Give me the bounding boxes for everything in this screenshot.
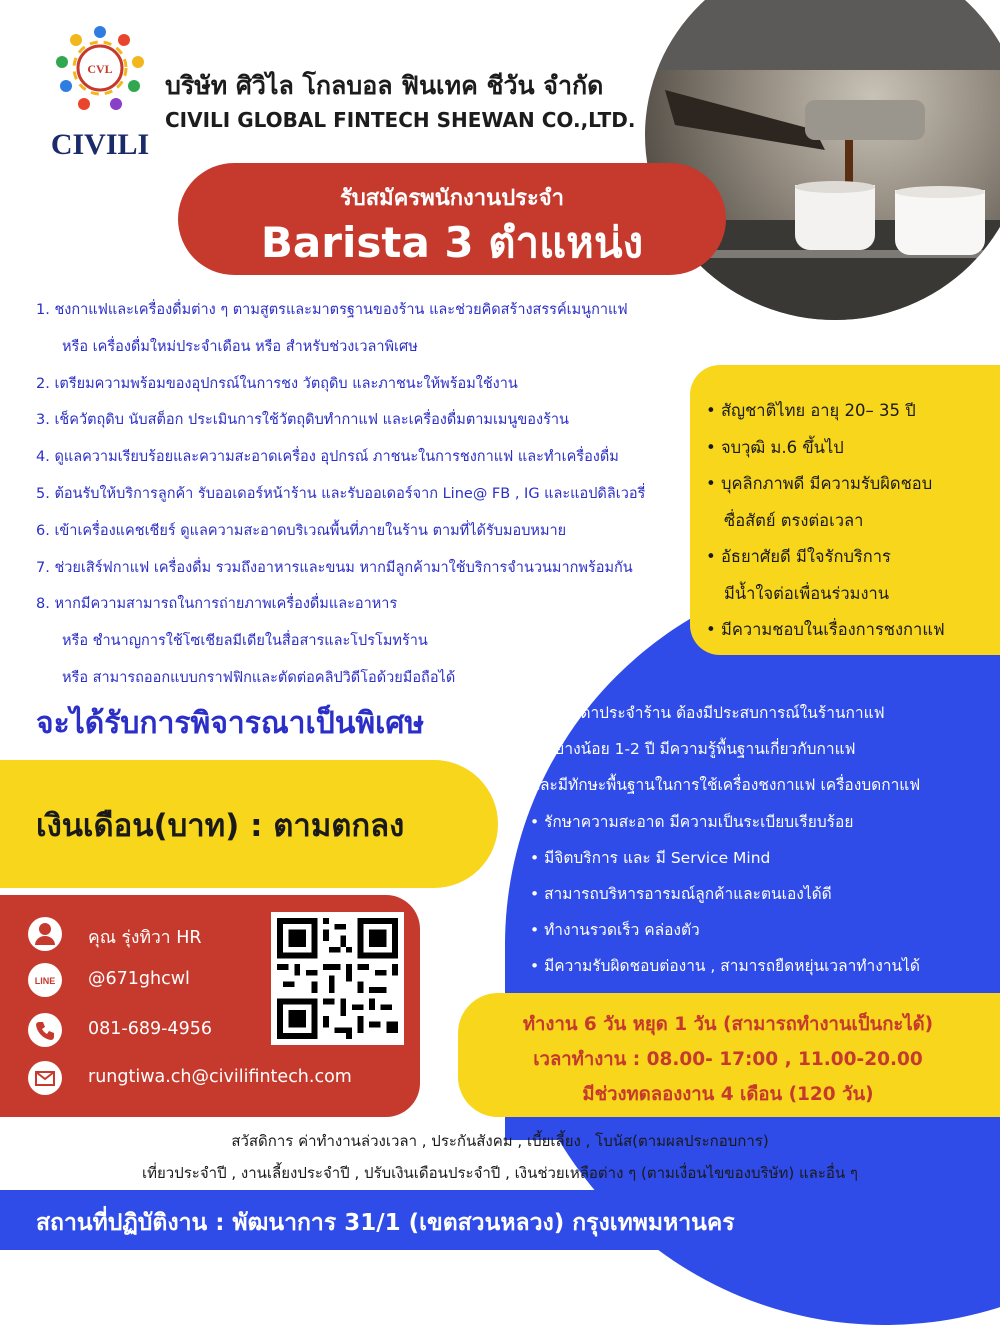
contact-email[interactable]: rungtiwa.ch@civilifintech.com — [88, 1067, 352, 1087]
qualifications-list — [706, 393, 996, 649]
requirement-item: • สามารถบริหารอารมณ์ลูกค้าและตนเองได้ดี — [530, 885, 832, 904]
salary-text: เงินเดือน(บาท) : ตามตกลง — [36, 808, 405, 844]
duty-item: 3. เช็ควัตถุดิบ นับสต็อก ประเมินการใช้วัตถุดิบทำกาแฟ และเครื่องดื่มตามเมนูของร้าน — [36, 412, 569, 429]
duty-item: 4. ดูแลความเรียบร้อยและความสะอาดเครื่อง อุปกรณ์ ภาชนะในการชงกาแฟ และทำเครื่องดื่ม — [36, 449, 619, 466]
banner-title: Barista 3 ตำแหน่ง — [260, 218, 644, 267]
duty-item: 7. ช่วยเสิร์ฟกาแฟ เครื่องดื่ม รวมถึงอาหารและขนม หากมีลูกค้ามาใช้บริการจำนวนมากพร้อมกัน — [36, 559, 633, 576]
requirement-item: • มีจิตบริการ และ มี Service Mind — [530, 848, 771, 867]
duty-item: หรือ สามารถออกแบบกราฟฟิกและตัดต่อคลิปวิดีโอด้วยมือถือได้ — [62, 669, 456, 686]
duty-item: หรือ ชำนาญการใช้โซเชียลมีเดียในสื่อสารและโปรโมทร้าน — [62, 633, 428, 650]
requirement-item: • ทำงานรวดเร็ว คล่องตัว — [530, 921, 700, 940]
phone-icon — [28, 1013, 62, 1047]
duty-item: 6. เข้าเครื่องแคชเชียร์ ดูแลความสะอาดบริเวณพื้นที่ภายในร้าน ตามที่ได้รับมอบหมาย — [36, 522, 567, 539]
logo-badge: CVL — [87, 62, 113, 76]
welfare-text — [0, 1125, 1000, 1189]
work-location: สถานที่ปฏิบัติงาน : พัฒนาการ 31/1 (เขตสวนหลวง) กรุงเทพมหานคร — [36, 1210, 735, 1236]
welfare-line: สวัสดิการ ค่าทำงานล่วงเวลา , ประกันสังคม , เบี้ยเลี้ยง , โบนัส(ตามผลประกอบการ) — [231, 1132, 769, 1150]
duty-item: 8. หากมีความสามารถในการถ่ายภาพเครื่องดื่มและอาหาร — [36, 596, 398, 613]
duty-item: 2. เตรียมความพร้อมของอุปกรณ์ในการชง วัตถุดิบ และภาชนะให้พร้อมใช้งาน — [36, 375, 518, 392]
duties-list — [36, 292, 696, 697]
requirement-item: • รักษาความสะอาด มีความเป็นระเบียบเรียบร้อย — [530, 812, 854, 831]
qualification-item: มีน้ำใจต่อเพื่อนร่วมงาน — [724, 583, 890, 603]
duty-item: 1. ชงกาแฟและเครื่องดื่มต่าง ๆ ตามสูตรและมาตรฐานของร้าน และช่วยคิดสร้างสรรค์เมนูกาแฟ — [36, 302, 628, 318]
contact-phone[interactable]: 081-689-4956 — [88, 1019, 212, 1039]
requirement-item: และมีทักษะพื้นฐานในการใช้เครื่องชงกาแฟ เครื่องบดกาแฟ — [530, 776, 921, 795]
company-name-thai: บริษัท ศิวิไล โกลบอล ฟินเทค ชีวัน จำกัด — [165, 71, 604, 100]
qualification-item: • สัญชาติไทย อายุ 20– 35 ปี — [706, 401, 916, 420]
mail-icon — [28, 1061, 62, 1095]
qualification-item: • บุคลิกภาพดี มีความรับผิดชอบ — [706, 474, 933, 493]
qualification-item: ซื่อสัตย์ ตรงต่อเวลา — [724, 510, 864, 530]
qr-code[interactable] — [271, 912, 404, 1045]
work-hours-line: ทำงาน 6 วัน หยุด 1 วัน (สามารถทำงานเป็นกะได้) — [522, 1014, 934, 1035]
duty-item: หรือ เครื่องดื่มใหม่ประจำเดือน หรือ สำหรับช่วงเวลาพิเศษ — [62, 338, 418, 355]
banner-subtitle: รับสมัครพนักงานประจำ — [339, 186, 565, 211]
requirement-item: • มีความรับผิดชอบต่องาน , สามารถยืดหยุ่นเวลาทำงานได้ — [530, 957, 920, 976]
line-icon-label: LINE — [34, 976, 56, 986]
qualification-item: • อัธยาศัยดี มีใจรักบริการ — [706, 547, 891, 566]
special-consideration-heading: จะได้รับการพิจารณาเป็นพิเศษ — [36, 706, 425, 741]
contact-line-id[interactable]: @671ghcwl — [88, 969, 190, 989]
company-logo — [48, 22, 152, 162]
work-hours — [458, 1007, 998, 1112]
line-icon — [28, 963, 62, 997]
person-icon — [28, 917, 62, 951]
requirement-item: อย่างน้อย 1-2 ปี มีความรู้พื้นฐานเกี่ยวกับกาแฟ — [546, 740, 856, 759]
work-hours-line: มีช่วงทดลองงาน 4 เดือน (120 วัน) — [582, 1084, 874, 1105]
logo-wordmark: CIVILI — [50, 128, 150, 161]
work-hours-line: เวลาทำงาน : 08.00- 17:00 , 11.00-20.00 — [533, 1049, 923, 1070]
welfare-line: เที่ยวประจำปี , งานเลี้ยงประจำปี , ปรับเงินเดือนประจำปี , เงินช่วยเหลือต่าง ๆ (ตามเงื่อนไขของบริษัท) และอื่น ๆ — [142, 1164, 858, 1182]
qualification-item: • มีความชอบในเรื่องการชงกาแฟ — [706, 620, 945, 639]
requirement-item: • บาริสต้าประจำร้าน ต้องมีประสบการณ์ในร้านกาแฟ — [530, 704, 885, 722]
company-name-english: CIVILI GLOBAL FINTECH SHEWAN CO.,LTD. — [165, 108, 636, 132]
contact-name: คุณ รุ่งทิวา HR — [88, 928, 202, 948]
qualification-item: • จบวุฒิ ม.6 ขึ้นไป — [706, 437, 844, 457]
duty-item: 5. ต้อนรับให้บริการลูกค้า รับออเดอร์หน้าร้าน และรับออเดอร์จาก Line@ FB , IG และแอปดิลิเวอรี่ — [36, 485, 646, 502]
requirements-list — [530, 695, 1000, 985]
